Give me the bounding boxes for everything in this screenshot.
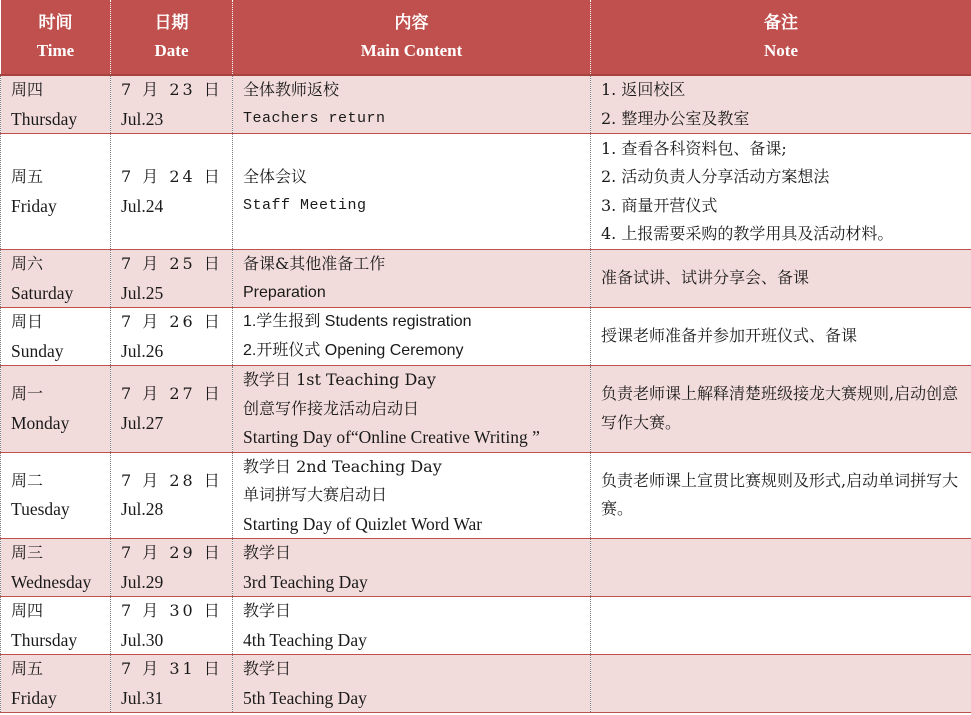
date-en: Jul.29 [121,571,164,592]
date-cell [111,655,233,713]
date-cell [111,308,233,366]
table-row [1,134,971,250]
date-cell [111,597,233,655]
day-cn: 周二 [11,470,44,490]
date-cn: 7 月 31 日 [121,659,223,678]
date-en: Jul.30 [121,629,164,650]
date-en: Jul.28 [121,499,164,520]
note-line: 1. 查看各科资料包、备课; [601,138,787,158]
content-line: 全体教师返校 [243,80,340,99]
day-en: Sunday [11,340,64,361]
note-line: 1. 返回校区 [601,80,686,99]
content-cell [233,75,591,134]
header-note [591,0,971,75]
day-cell [1,539,111,597]
date-cell [111,366,233,453]
header-time [1,0,111,75]
note-cell [591,75,971,134]
content-line: 创意写作接龙活动启动日 [243,398,420,418]
day-cn: 周五 [11,167,44,186]
table-row [1,250,971,308]
date-cn: 7 月 29 日 [121,543,223,562]
day-cn: 周日 [11,312,44,331]
note-cell [591,452,971,539]
day-cell [1,75,111,134]
table-row [1,366,971,453]
date-cn: 7 月 23 日 [121,80,223,99]
date-cell [111,452,233,539]
table-row [1,597,971,655]
note-cell [591,366,971,453]
content-cell [233,134,591,250]
date-cn: 7 月 27 日 [121,384,223,404]
day-cell [1,452,111,539]
note-line: 准备试讲、试讲分享会、备课 [601,268,810,288]
content-line: 4th Teaching Day [243,629,367,650]
date-cell [111,539,233,597]
content-line: Staff Meeting [243,196,367,214]
header-time-en: Time [36,41,75,60]
header-date [111,0,233,75]
note-line: 负责老师课上宣贯比赛规则及形式,启动单词拼写大赛。 [601,470,959,519]
day-cn: 周六 [11,254,44,273]
content-cell [233,366,591,453]
content-cell [233,597,591,655]
note-line: 3. 商量开营仪式 [601,195,718,215]
table-row [1,655,971,713]
content-cell [233,539,591,597]
date-cell [111,75,233,134]
day-en: Friday [11,195,57,216]
header-date-cn: 日期 [154,13,189,33]
date-en: Jul.23 [121,108,164,129]
content-line: 教学日 1st Teaching Day [243,370,436,389]
date-cn: 7 月 25 日 [121,254,223,273]
note-cell [591,250,971,308]
day-cn: 周三 [11,543,44,562]
note-line: 2. 活动负责人分享活动方案想法 [601,167,830,186]
content-line: 3rd Teaching Day [243,571,368,592]
date-en: Jul.25 [121,282,164,303]
header-date-en: Date [154,41,189,60]
date-cell [111,134,233,250]
date-cn: 7 月 30 日 [121,601,223,620]
content-line: 备课&其他准备工作 [243,254,386,273]
header-time-cn: 时间 [38,13,73,33]
date-en: Jul.26 [121,340,164,361]
day-cn: 周四 [11,80,44,99]
date-en: Jul.31 [121,687,164,708]
content-line: Teachers return [243,109,386,127]
content-line: 教学日 [243,543,292,562]
header-content-cn: 内容 [394,13,429,33]
content-line: 教学日 [243,659,292,678]
header-note-en: Note [764,41,798,60]
day-en: Wednesday [11,571,92,592]
content-line: Preparation [243,283,326,301]
date-en: Jul.24 [121,195,164,216]
date-cn: 7 月 24 日 [121,167,223,186]
note-cell [591,308,971,366]
content-cell [233,655,591,713]
note-cell [591,597,971,655]
note-line: 4. 上报需要采购的教学用具及活动材料。 [601,224,894,243]
content-line: 5th Teaching Day [243,687,367,708]
note-line: 授课老师准备并参加开班仪式、备课 [601,326,858,346]
day-cell [1,250,111,308]
content-cell [233,250,591,308]
content-cell [233,308,591,366]
content-line: 教学日 2nd Teaching Day [243,456,442,476]
day-cell [1,655,111,713]
note-line: 负责老师课上解释清楚班级接龙大赛规则,启动创意写作大赛。 [601,384,959,432]
day-cn: 周一 [11,384,44,404]
day-en: Tuesday [11,499,70,520]
header-note-cn: 备注 [764,13,798,33]
content-cell [233,452,591,539]
date-cell [111,250,233,308]
day-en: Saturday [11,282,74,303]
day-cell [1,597,111,655]
day-cn: 周五 [11,659,44,678]
content-line: Starting Day of Quizlet Word War [243,513,483,534]
day-cell [1,366,111,453]
content-line: 2.开班仪式 Opening Ceremony [243,341,464,359]
header-content-en: Main Content [360,41,463,60]
header-row [1,0,971,75]
note-cell [591,539,971,597]
day-en: Friday [11,687,57,708]
table-row [1,539,971,597]
content-line: 教学日 [243,601,292,620]
table-row [1,308,971,366]
note-line: 2. 整理办公室及教室 [601,108,750,128]
content-line: 1.学生报到 Students registration [243,313,472,330]
day-en: Monday [11,412,70,433]
table-row [1,452,971,539]
day-en: Thursday [11,108,78,129]
note-cell [591,655,971,713]
day-cell [1,134,111,250]
day-cn: 周四 [11,601,44,620]
date-cn: 7 月 28 日 [121,470,223,490]
content-line: 单词拼写大赛启动日 [243,485,388,504]
day-en: Thursday [11,629,78,650]
date-en: Jul.27 [121,412,164,433]
table-row [1,75,971,134]
header-content [233,0,591,75]
note-cell [591,134,971,250]
content-line: Starting Day of“Online Creative Writing ” [243,427,540,447]
day-cell [1,308,111,366]
content-line: 全体会议 [243,167,308,186]
date-cn: 7 月 26 日 [121,312,223,331]
